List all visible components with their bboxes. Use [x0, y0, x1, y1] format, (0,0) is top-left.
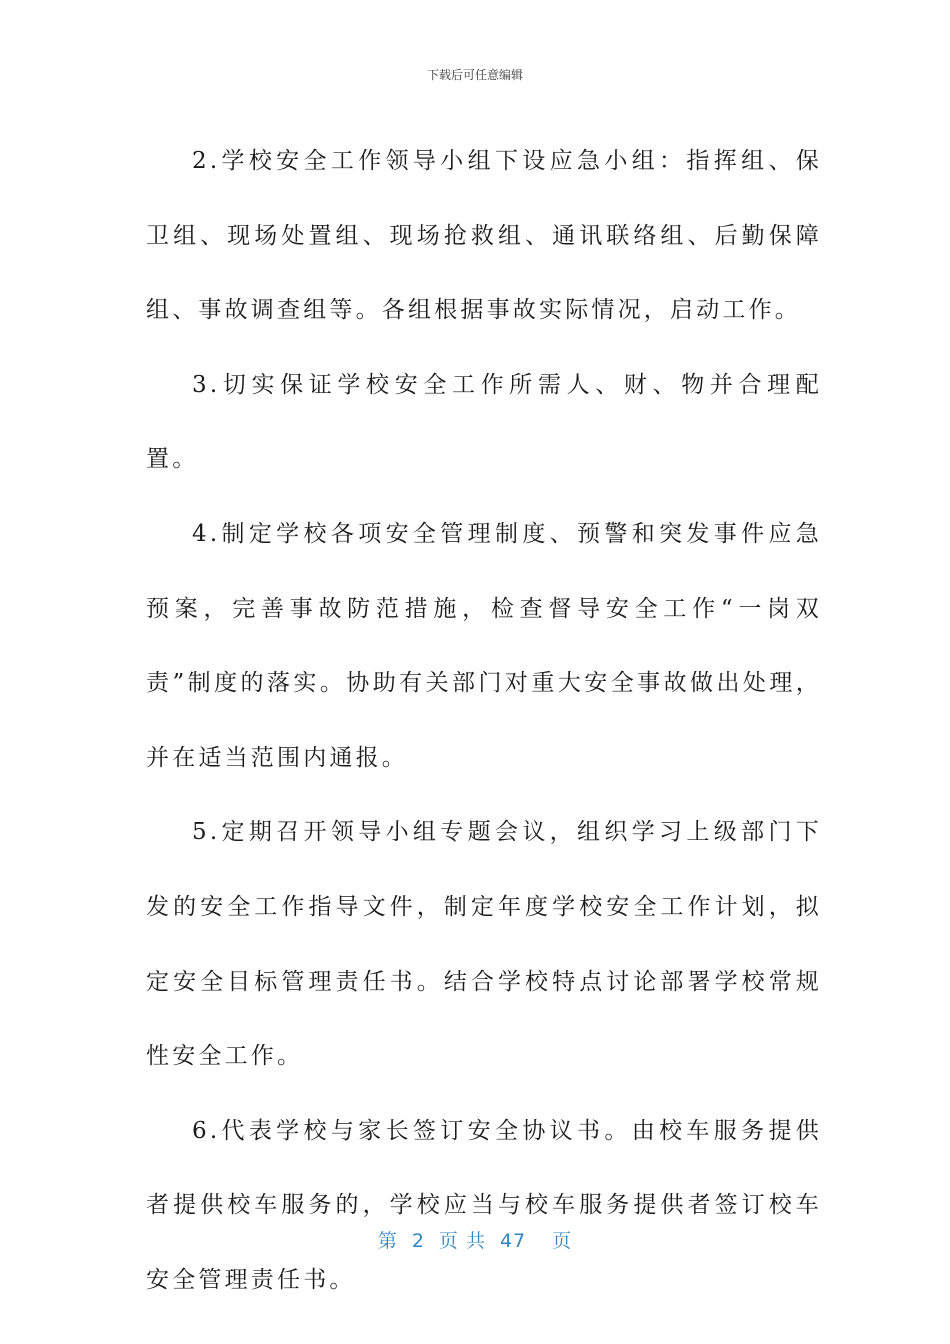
footer-total-pages: 47	[499, 1230, 527, 1252]
paragraph-3: 3.切实保证学校安全工作所需人、财、物并合理配置。	[146, 371, 822, 473]
footer-suffix: 页	[552, 1230, 573, 1252]
document-body	[146, 124, 822, 1318]
header-note: 下载后可任意编辑	[426, 68, 523, 82]
paragraph-6: 6.代表学校与家长签订安全协议书。由校车服务提供者提供校车服务的，学校应当与校车服务提供者签订校车安全管理责任书。	[146, 1117, 822, 1293]
paragraph-2: 2.学校安全工作领导小组下设应急小组：指挥组、保卫组、现场处置组、现场抢救组、通讯联络组、后勤保障组、事故调查组等。各组根据事故实际情况，启动工作。	[146, 148, 822, 324]
paragraph-5: 5.定期召开领导小组专题会议，组织学习上级部门下发的安全工作指导文件，制定年度学校安全工作计划，拟定安全目标管理责任书。结合学校特点讨论部署学校常规性安全工作。	[146, 819, 822, 1070]
footer-current-page: 2	[411, 1230, 425, 1252]
footer-prefix: 第	[377, 1230, 398, 1252]
paragraph-4: 4.制定学校各项安全管理制度、预警和突发事件应急预案，完善事故防范措施，检查督导安全工作“一岗双责”制度的落实。协助有关部门对重大安全事故做出处理，并在适当范围内通报。	[146, 520, 822, 771]
page-footer	[0, 1226, 950, 1253]
footer-middle: 页 共	[438, 1230, 486, 1252]
